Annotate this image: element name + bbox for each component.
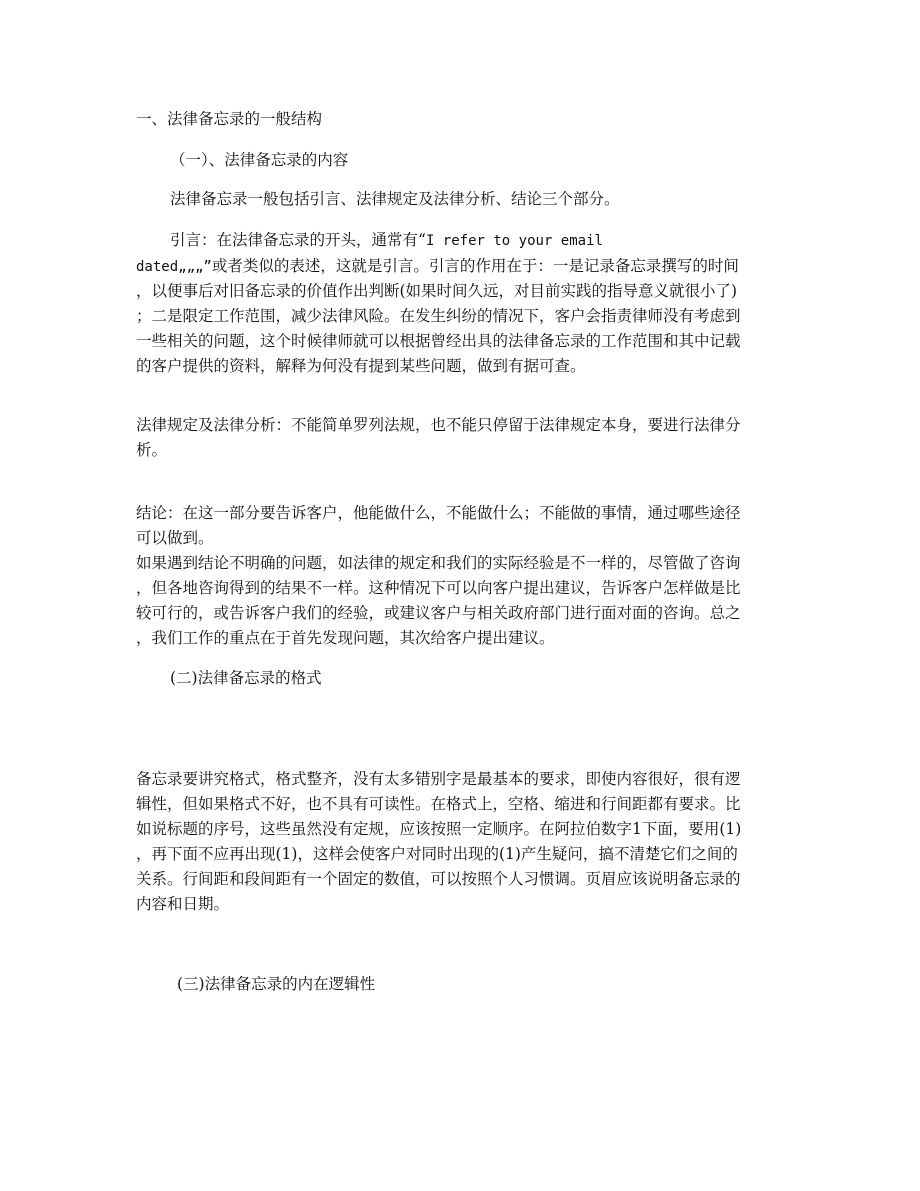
paragraph-intro-line-6: 的客户提供的资料，解释为何没有提到某些问题，做到有据可查。 <box>136 357 586 375</box>
paragraph-format-line-2: 辑性，但如果格式不好，也不具有可读性。在格式上，空格、缩进和行间距都有要求。比 <box>136 795 741 813</box>
paragraph-unclear-line-3: 较可行的，或告诉客户我们的经验，或建议客户与相关政府部门进行面对面的咨询。总之 <box>136 604 741 622</box>
paragraph-unclear-line-2: ，但各地咨询得到的结果不一样。这种情况下可以向客户提出建议，告诉客户怎样做是比 <box>136 579 741 597</box>
subsection-heading-logic: (三)法律备忘录的内在逻辑性 <box>177 975 376 993</box>
intro-quote-cn: 或者类似的表述，这就是引言。引言的作用在于：一是记录备忘录撰写的时间 <box>211 257 739 275</box>
paragraph-conclusion-line-2: 可以做到。 <box>136 529 214 547</box>
paragraph-intro-line-1 <box>170 230 603 251</box>
paragraph-unclear-line-1: 如果遇到结论不明确的问题，如法律的规定和我们的实际经验是不一样的，尽管做了咨询 <box>136 554 741 572</box>
paragraph-format-line-1: 备忘录要讲究格式，格式整齐，没有太多错别字是最基本的要求，即使内容很好，很有逻 <box>136 770 741 788</box>
paragraph-overview: 法律备忘录一般包括引言、法律规定及法律分析、结论三个部分。 <box>170 190 620 208</box>
section-heading: 一、法律备忘录的一般结构 <box>136 110 323 128</box>
paragraph-law-analysis-line-2: 析。 <box>136 441 168 459</box>
paragraph-intro-line-2 <box>136 256 739 277</box>
intro-text-cn: 引言：在法律备忘录的开头，通常有“ <box>170 231 426 249</box>
subsection-heading-format: (二)法律备忘录的格式 <box>170 669 322 687</box>
paragraph-format-line-4: ，再下面不应再出现(1)，这样会使客户对同时出现的(1)产生疑问，搞不清楚它们之间的 <box>136 845 738 863</box>
intro-quote-en: dated„„„” <box>136 259 212 275</box>
paragraph-intro-line-4: ；二是限定工作范围，减少法律风险。在发生纠纷的情况下，客户会指责律师没有考虑到 <box>136 307 741 325</box>
subsection-heading-content: （一）、法律备忘录的内容 <box>170 151 349 169</box>
paragraph-unclear-line-4: ，我们工作的重点在于首先发现问题，其次给客户提出建议。 <box>136 629 555 647</box>
paragraph-intro-line-5: 一些相关的问题，这个时候律师就可以根据曾经出具的法律备忘录的工作范围和其中记载 <box>136 332 741 350</box>
paragraph-conclusion-line-1: 结论：在这一部分要告诉客户，他能做什么，不能做什么；不能做的事情，通过哪些途径 <box>136 504 741 522</box>
paragraph-intro-line-3: ，以便事后对旧备忘录的价值作出判断(如果时间久远，对目前实践的指导意义就很小了) <box>136 282 738 300</box>
paragraph-law-analysis-line-1: 法律规定及法律分析：不能简单罗列法规，也不能只停留于法律规定本身，要进行法律分 <box>136 416 741 434</box>
paragraph-format-line-3: 如说标题的序号，这些虽然没有定规，应该按照一定顺序。在阿拉伯数字1下面，要用(1) <box>136 820 742 838</box>
paragraph-format-line-5: 关系。行间距和段间距有一个固定的数值，可以按照个人习惯调。页眉应该说明备忘录的 <box>136 870 741 888</box>
paragraph-format-line-6: 内容和日期。 <box>136 895 230 913</box>
intro-text-en: I refer to your email <box>425 233 603 249</box>
